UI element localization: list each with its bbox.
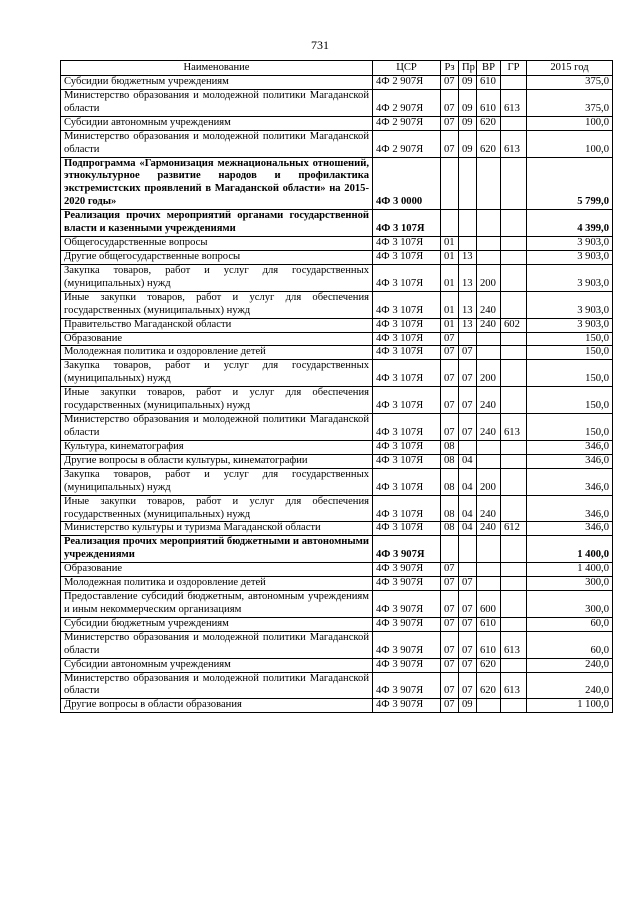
cell-amount: 240,0 [527, 658, 613, 672]
cell-vr [477, 699, 501, 713]
cell-amount: 1 100,0 [527, 699, 613, 713]
table-row [61, 332, 613, 346]
cell-amount: 1 400,0 [527, 536, 613, 563]
cell-name: Иные закупки товаров, работ и услуг для обеспечения государственных (муниципальных) нужд [61, 291, 373, 318]
table-row [61, 157, 613, 210]
cell-name: Субсидии бюджетным учреждениям [61, 76, 373, 90]
cell-rz: 07 [441, 130, 459, 157]
cell-csr: 4Ф 3 107Я [373, 291, 441, 318]
cell-name: Министерство образования и молодежной политики Магаданской области [61, 672, 373, 699]
cell-name: Другие общегосударственные вопросы [61, 250, 373, 264]
table-row [61, 76, 613, 90]
cell-gr: 613 [501, 414, 527, 441]
cell-amount: 3 903,0 [527, 237, 613, 251]
cell-amount: 3 903,0 [527, 264, 613, 291]
cell-vr: 600 [477, 591, 501, 618]
cell-amount: 60,0 [527, 617, 613, 631]
cell-vr [477, 210, 501, 237]
cell-pr [459, 536, 477, 563]
cell-amount: 150,0 [527, 360, 613, 387]
cell-rz: 07 [441, 414, 459, 441]
page-number: 731 [311, 38, 329, 52]
cell-vr [477, 454, 501, 468]
cell-rz: 08 [441, 440, 459, 454]
cell-csr: 4Ф 2 907Я [373, 130, 441, 157]
table-row [61, 658, 613, 672]
cell-pr: 07 [459, 617, 477, 631]
cell-vr: 240 [477, 291, 501, 318]
cell-amount: 60,0 [527, 631, 613, 658]
table-header-row [61, 61, 613, 76]
cell-amount: 346,0 [527, 495, 613, 522]
cell-csr: 4Ф 3 0000 [373, 157, 441, 210]
cell-pr: 04 [459, 468, 477, 495]
cell-amount: 375,0 [527, 89, 613, 116]
table-body [61, 76, 613, 713]
cell-pr: 07 [459, 346, 477, 360]
cell-pr [459, 210, 477, 237]
cell-amount: 5 799,0 [527, 157, 613, 210]
cell-gr [501, 699, 527, 713]
cell-pr: 04 [459, 454, 477, 468]
cell-pr [459, 157, 477, 210]
cell-name: Закупка товаров, работ и услуг для государственных (муниципальных) нужд [61, 264, 373, 291]
cell-vr [477, 332, 501, 346]
cell-vr: 620 [477, 116, 501, 130]
cell-rz: 07 [441, 116, 459, 130]
cell-name: Министерство образования и молодежной политики Магаданской области [61, 89, 373, 116]
cell-pr: 09 [459, 76, 477, 90]
cell-vr: 200 [477, 360, 501, 387]
cell-csr: 4Ф 2 907Я [373, 116, 441, 130]
cell-rz: 01 [441, 264, 459, 291]
cell-pr: 07 [459, 387, 477, 414]
cell-rz: 01 [441, 291, 459, 318]
cell-rz: 08 [441, 495, 459, 522]
cell-csr: 4Ф 3 107Я [373, 360, 441, 387]
cell-gr [501, 468, 527, 495]
cell-vr: 620 [477, 672, 501, 699]
table-row [61, 250, 613, 264]
table-row [61, 360, 613, 387]
cell-rz: 01 [441, 237, 459, 251]
cell-vr: 610 [477, 631, 501, 658]
cell-amount: 150,0 [527, 332, 613, 346]
cell-gr: 613 [501, 130, 527, 157]
cell-pr: 13 [459, 318, 477, 332]
cell-vr: 200 [477, 264, 501, 291]
cell-vr [477, 563, 501, 577]
table-row [61, 346, 613, 360]
cell-csr: 4Ф 3 907Я [373, 577, 441, 591]
cell-gr [501, 291, 527, 318]
cell-gr [501, 210, 527, 237]
cell-amount: 346,0 [527, 454, 613, 468]
cell-gr [501, 387, 527, 414]
table-row [61, 468, 613, 495]
cell-vr [477, 157, 501, 210]
cell-rz: 07 [441, 672, 459, 699]
cell-amount: 1 400,0 [527, 563, 613, 577]
cell-pr: 07 [459, 672, 477, 699]
table-row [61, 617, 613, 631]
cell-gr [501, 563, 527, 577]
cell-rz: 01 [441, 250, 459, 264]
cell-gr [501, 440, 527, 454]
cell-vr [477, 440, 501, 454]
header-gr: ГР [501, 61, 527, 76]
cell-name: Другие вопросы в области культуры, кинематографии [61, 454, 373, 468]
cell-amount: 3 903,0 [527, 250, 613, 264]
cell-gr [501, 157, 527, 210]
table-row [61, 631, 613, 658]
cell-name: Закупка товаров, работ и услуг для государственных (муниципальных) нужд [61, 468, 373, 495]
cell-pr: 13 [459, 291, 477, 318]
cell-name: Образование [61, 332, 373, 346]
cell-pr: 07 [459, 631, 477, 658]
cell-gr [501, 454, 527, 468]
cell-rz: 07 [441, 360, 459, 387]
table-row [61, 237, 613, 251]
cell-vr: 620 [477, 130, 501, 157]
cell-rz: 07 [441, 89, 459, 116]
cell-pr [459, 563, 477, 577]
cell-csr: 4Ф 3 907Я [373, 617, 441, 631]
cell-name: Реализация прочих мероприятий бюджетными и автономными учреждениями [61, 536, 373, 563]
table-row [61, 495, 613, 522]
header-name: Наименование [61, 61, 373, 76]
table-row [61, 672, 613, 699]
cell-name: Молодежная политика и оздоровление детей [61, 346, 373, 360]
cell-rz: 08 [441, 522, 459, 536]
cell-csr: 4Ф 3 107Я [373, 387, 441, 414]
cell-gr [501, 332, 527, 346]
cell-gr [501, 577, 527, 591]
cell-name: Образование [61, 563, 373, 577]
cell-gr [501, 591, 527, 618]
cell-rz: 07 [441, 563, 459, 577]
table-row [61, 291, 613, 318]
cell-vr [477, 237, 501, 251]
table-row [61, 577, 613, 591]
cell-rz [441, 157, 459, 210]
cell-vr: 610 [477, 617, 501, 631]
cell-name: Субсидии автономным учреждениям [61, 658, 373, 672]
table-row [61, 116, 613, 130]
cell-rz: 08 [441, 468, 459, 495]
cell-vr: 620 [477, 658, 501, 672]
cell-gr: 613 [501, 89, 527, 116]
cell-vr [477, 250, 501, 264]
cell-gr [501, 495, 527, 522]
cell-amount: 3 903,0 [527, 291, 613, 318]
cell-csr: 4Ф 3 907Я [373, 631, 441, 658]
cell-rz [441, 536, 459, 563]
cell-amount: 100,0 [527, 130, 613, 157]
cell-pr: 07 [459, 591, 477, 618]
table-row [61, 536, 613, 563]
cell-csr: 4Ф 3 107Я [373, 250, 441, 264]
cell-csr: 4Ф 3 107Я [373, 332, 441, 346]
cell-rz: 07 [441, 577, 459, 591]
cell-rz: 07 [441, 699, 459, 713]
cell-gr [501, 360, 527, 387]
cell-name: Подпрограмма «Гармонизация межнациональных отношений, этнокультурное развитие народов и профилактика экстремистских проявлений в Магаданской области» на 2015-2020 годы» [61, 157, 373, 210]
cell-vr: 200 [477, 468, 501, 495]
cell-name: Молодежная политика и оздоровление детей [61, 577, 373, 591]
cell-pr [459, 237, 477, 251]
cell-name: Другие вопросы в области образования [61, 699, 373, 713]
cell-amount: 346,0 [527, 440, 613, 454]
cell-gr [501, 264, 527, 291]
cell-csr: 4Ф 3 107Я [373, 495, 441, 522]
cell-gr [501, 116, 527, 130]
cell-amount: 300,0 [527, 577, 613, 591]
cell-pr: 09 [459, 89, 477, 116]
cell-rz: 07 [441, 591, 459, 618]
cell-gr [501, 237, 527, 251]
cell-vr [477, 346, 501, 360]
cell-vr: 240 [477, 522, 501, 536]
cell-amount: 240,0 [527, 672, 613, 699]
cell-rz: 07 [441, 617, 459, 631]
cell-amount: 4 399,0 [527, 210, 613, 237]
cell-pr: 07 [459, 414, 477, 441]
cell-name: Министерство образования и молодежной политики Магаданской области [61, 414, 373, 441]
cell-name: Правительство Магаданской области [61, 318, 373, 332]
cell-amount: 150,0 [527, 387, 613, 414]
cell-vr [477, 536, 501, 563]
table-row [61, 414, 613, 441]
cell-vr: 610 [477, 89, 501, 116]
header-vr: ВР [477, 61, 501, 76]
cell-name: Закупка товаров, работ и услуг для государственных (муниципальных) нужд [61, 360, 373, 387]
cell-csr: 4Ф 3 107Я [373, 210, 441, 237]
cell-vr [477, 577, 501, 591]
cell-name: Культура, кинематография [61, 440, 373, 454]
table-row [61, 318, 613, 332]
cell-csr: 4Ф 3 107Я [373, 440, 441, 454]
table-row [61, 563, 613, 577]
cell-amount: 150,0 [527, 414, 613, 441]
cell-rz: 07 [441, 332, 459, 346]
cell-name: Реализация прочих мероприятий органами государственной власти и казенными учреждениями [61, 210, 373, 237]
cell-amount: 346,0 [527, 522, 613, 536]
cell-pr: 09 [459, 116, 477, 130]
cell-pr: 07 [459, 577, 477, 591]
table-row [61, 89, 613, 116]
cell-gr: 613 [501, 631, 527, 658]
cell-csr: 4Ф 3 107Я [373, 454, 441, 468]
cell-csr: 4Ф 3 907Я [373, 591, 441, 618]
cell-csr: 4Ф 2 907Я [373, 89, 441, 116]
table-row [61, 454, 613, 468]
cell-csr: 4Ф 3 107Я [373, 346, 441, 360]
cell-csr: 4Ф 3 107Я [373, 237, 441, 251]
table-row [61, 591, 613, 618]
cell-gr [501, 76, 527, 90]
cell-gr [501, 658, 527, 672]
cell-gr [501, 346, 527, 360]
cell-rz: 07 [441, 387, 459, 414]
cell-name: Иные закупки товаров, работ и услуг для обеспечения государственных (муниципальных) нужд [61, 495, 373, 522]
header-rz: Рз [441, 61, 459, 76]
table-row [61, 130, 613, 157]
table-row [61, 522, 613, 536]
cell-vr: 240 [477, 495, 501, 522]
header-pr: Пр [459, 61, 477, 76]
cell-amount: 150,0 [527, 346, 613, 360]
cell-amount: 346,0 [527, 468, 613, 495]
cell-pr: 09 [459, 130, 477, 157]
cell-csr: 4Ф 3 107Я [373, 468, 441, 495]
cell-vr: 240 [477, 318, 501, 332]
cell-pr [459, 332, 477, 346]
table-row [61, 440, 613, 454]
cell-csr: 4Ф 3 107Я [373, 264, 441, 291]
cell-pr: 13 [459, 264, 477, 291]
cell-vr: 610 [477, 76, 501, 90]
cell-name: Иные закупки товаров, работ и услуг для обеспечения государственных (муниципальных) нужд [61, 387, 373, 414]
cell-rz [441, 210, 459, 237]
cell-csr: 4Ф 3 107Я [373, 522, 441, 536]
cell-csr: 4Ф 3 907Я [373, 699, 441, 713]
cell-rz: 07 [441, 346, 459, 360]
cell-rz: 08 [441, 454, 459, 468]
cell-csr: 4Ф 3 107Я [373, 414, 441, 441]
budget-table [60, 60, 613, 713]
table-row [61, 387, 613, 414]
cell-amount: 3 903,0 [527, 318, 613, 332]
cell-pr: 07 [459, 360, 477, 387]
cell-name: Предоставление субсидий бюджетным, автономным учреждениям и иным некоммерческим организациям [61, 591, 373, 618]
cell-gr [501, 617, 527, 631]
cell-name: Субсидии бюджетным учреждениям [61, 617, 373, 631]
cell-csr: 4Ф 3 907Я [373, 536, 441, 563]
cell-pr: 09 [459, 699, 477, 713]
cell-rz: 07 [441, 631, 459, 658]
cell-amount: 300,0 [527, 591, 613, 618]
cell-pr: 13 [459, 250, 477, 264]
cell-rz: 07 [441, 76, 459, 90]
cell-name: Министерство образования и молодежной политики Магаданской области [61, 130, 373, 157]
cell-gr: 613 [501, 672, 527, 699]
cell-csr: 4Ф 2 907Я [373, 76, 441, 90]
cell-gr [501, 250, 527, 264]
cell-pr [459, 440, 477, 454]
cell-vr: 240 [477, 387, 501, 414]
cell-pr: 07 [459, 658, 477, 672]
cell-name: Общегосударственные вопросы [61, 237, 373, 251]
header-csr: ЦСР [373, 61, 441, 76]
cell-name: Министерство культуры и туризма Магаданской области [61, 522, 373, 536]
cell-pr: 04 [459, 495, 477, 522]
cell-csr: 4Ф 3 907Я [373, 658, 441, 672]
cell-vr: 240 [477, 414, 501, 441]
cell-rz: 07 [441, 658, 459, 672]
cell-gr: 602 [501, 318, 527, 332]
table-row [61, 699, 613, 713]
cell-pr: 04 [459, 522, 477, 536]
cell-amount: 375,0 [527, 76, 613, 90]
cell-name: Субсидии автономным учреждениям [61, 116, 373, 130]
cell-gr [501, 536, 527, 563]
cell-amount: 100,0 [527, 116, 613, 130]
table-row [61, 264, 613, 291]
header-amount: 2015 год [527, 61, 613, 76]
cell-csr: 4Ф 3 107Я [373, 318, 441, 332]
cell-gr: 612 [501, 522, 527, 536]
cell-csr: 4Ф 3 907Я [373, 563, 441, 577]
cell-name: Министерство образования и молодежной политики Магаданской области [61, 631, 373, 658]
table-row [61, 210, 613, 237]
cell-rz: 01 [441, 318, 459, 332]
cell-csr: 4Ф 3 907Я [373, 672, 441, 699]
